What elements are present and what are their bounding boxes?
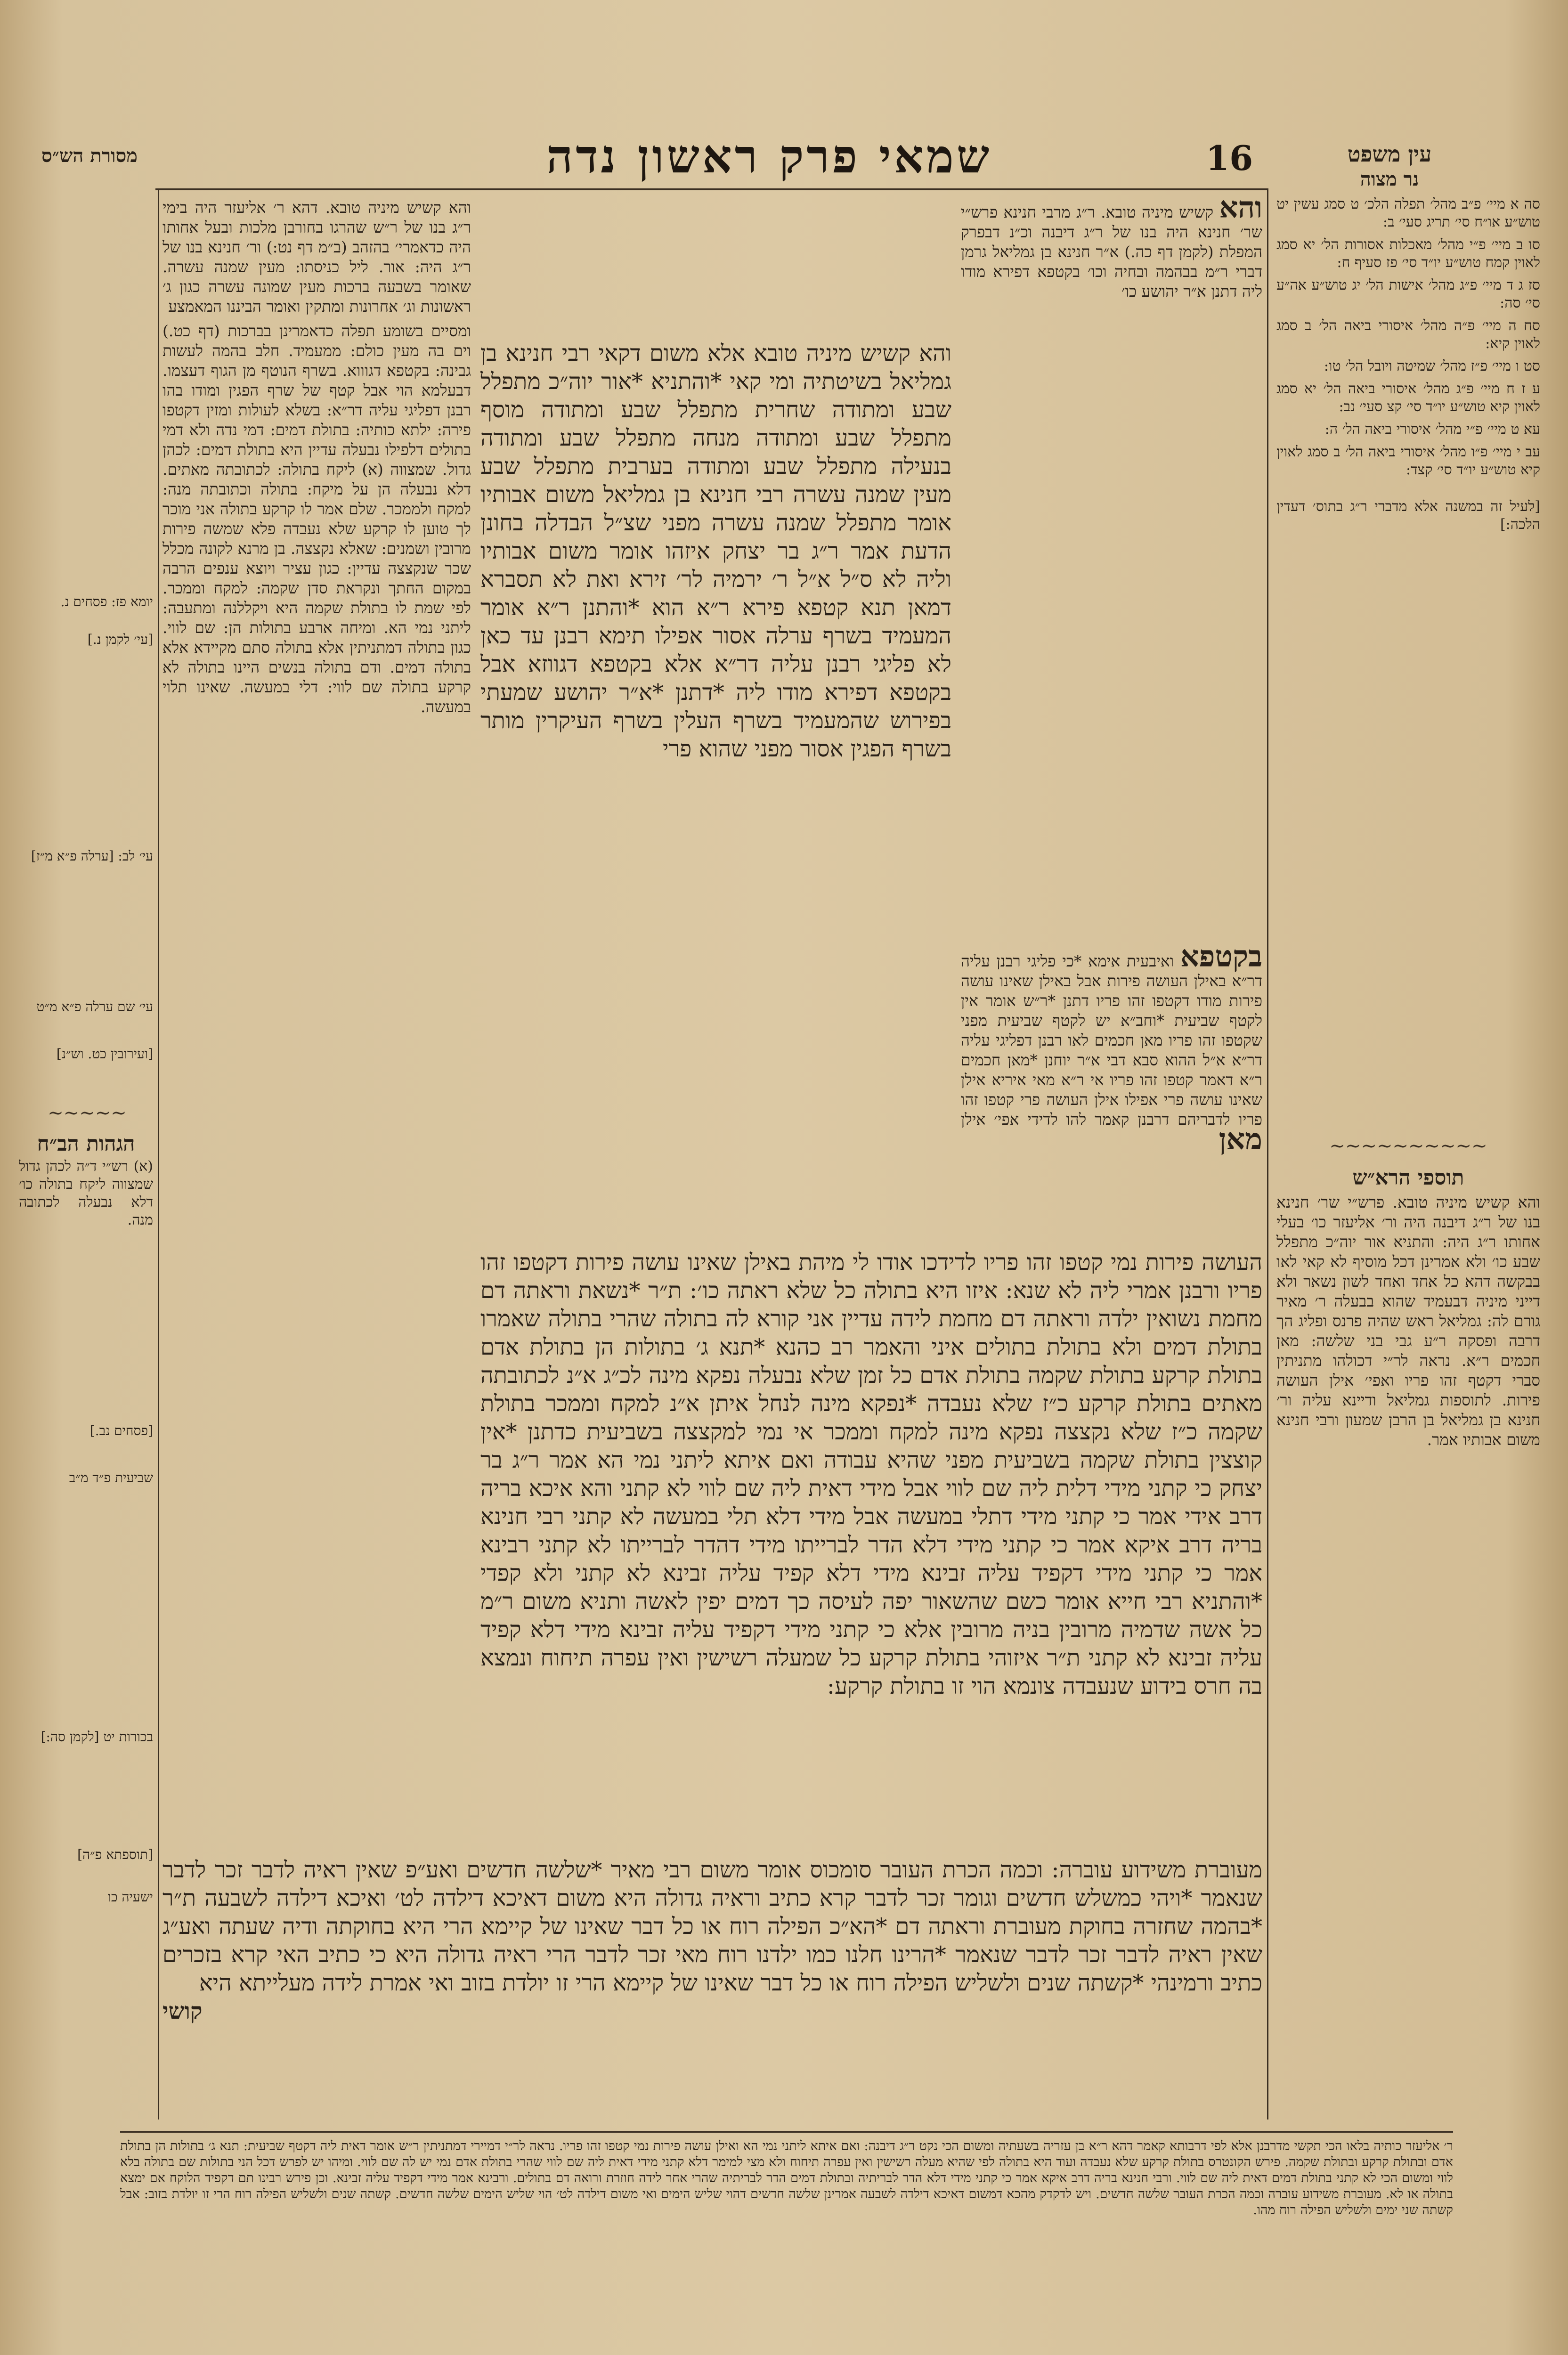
ein-mishpat-note: [לעיל זה במשנה אלא מדברי ר״ג בתוס׳ דעדין הלכה:] bbox=[1276, 498, 1540, 533]
masoret-ref: [עי׳ לקמן נ.] bbox=[87, 632, 153, 647]
ein-mishpat-column bbox=[1276, 195, 1540, 1175]
inner-right-commentary-more: בקטפא דפירא מודו ליה דתנן א״ר יהושע כו׳ bbox=[961, 262, 1262, 300]
ein-mishpat-entry: סט ו מיי׳ פ״ז מהל׳ שמיטה ויובל הל׳ טו: bbox=[1324, 358, 1540, 374]
ein-mishpat-entry: סו ב מיי׳ פ״י מהל׳ מאכלות אסורות הל׳ יא סמג לאוין קמח טוש״ע יו״ד סי׳ פז סעיף ח: bbox=[1276, 236, 1540, 271]
page-header bbox=[0, 120, 1568, 190]
inner-right-commentary-text: קשיש מיניה טובא. ר״ג מרבי חנינא פרש״י שר׳ חנינא היה בנו של ר״ג דיבנה וכ״נ דבפרק המפלת (לקמן דף כה.) א״ר חנינא בן גמליאל גרמן דברי ר״מ בבהמה ובחיה וכו׳ bbox=[961, 203, 1262, 281]
ein-mishpat-entry: עא ט מיי׳ פ״י מהל׳ איסורי ביאה הל׳ ה: bbox=[1324, 421, 1540, 438]
footnote-rule bbox=[120, 2131, 1453, 2133]
column-divider-right bbox=[1267, 188, 1268, 2120]
ein-mishpat-entry: סז ג ד מיי׳ פ״ג מהל׳ אישות הל׳ יג טוש״ע אה״ע סי׳ סה: bbox=[1276, 277, 1540, 311]
masoret-ref: ישעיה כו bbox=[107, 1889, 153, 1905]
gemara-opening-lead: והא bbox=[1219, 198, 1262, 225]
masoret-hashas-label: מסורת הש״ס bbox=[41, 145, 138, 167]
gemara-side-text: ואיבעית אימא *כי פליגי רבנן עליה דר״א באילן העושה פירות אבל באילן שאינו עושה פירות מודו דקטפו זהו פריו דתנן *ר״ש אומר אין לקטף שביעית *וחב״א יש לקטף שביעית מפני שקטפו זהו פריו מאן חכמים לאו רבנן דפליגי עליה דר״א א״ל ההוא סבא דבי א״ר יוחנן *מאן חכמים ר״א דאמר קטפו זהו פריו אי ר״א מאי איריא אילן שאינו עושה פרי אפילו אילן העושה פרי קטפו זהו פריו לדבריהם דרבנן קאמר להו לדידי אפי׳ אילן bbox=[961, 952, 1262, 1129]
gemara-lead-maan: מאן bbox=[1219, 1122, 1262, 1156]
tosafot-harosh-column bbox=[1276, 1163, 1540, 2120]
column-divider-left bbox=[158, 188, 159, 2120]
tosafot-harosh-text: והא קשיש מיניה טובא. פרש״י שר׳ חנינא בנו של ר״ג דיבנה היה ור׳ אליעזר כו׳ בעלי אחותו ר״ג היה: והתניא אור יוה״כ מתפלל שבע כו׳ ולא אמרינן דכל מוסיף לא קאי לאו בבקשה דהא כל אחד ואחד לשון נשאר ולא דייני מיניה דבעמיד שהוא בבעלה ר׳ מאיר גורם לה: גמליאל ראש שהיה פרנס ופליג הך דרבה ופסקה ר״ע גבי בני שלשה: מאן חכמים ר״א. נראה לר״י דכולהו מתניתין סברי דקטף זהו פריו ואפי׳ אילן העושה פירות. לתוספות גמליאל ודיינא עליה ור׳ חנינא בן גמליאל בן הרבן שמעון ורבי חנינא משום אבותיו אמר. bbox=[1276, 1193, 1540, 1449]
gemara-upper-text: והא קשיש מיניה טובא אלא משום דקאי רבי חנינא בן גמליאל בשיטתיה ומי קאי *והתניא *אור יוה״כ מתפלל שבע ומתודה שחרית מתפלל שבע ומתודה מוסף מתפלל שבע ומתודה מנחה מתפלל שבע ומתודה בנעילה מתפלל שבע ומתודה בערבית מתפלל שבע מעין שמנה עשרה רבי חנינא בן גמליאל משום אבותיו אומר מתפלל שמנה עשרה מפני שצ״ל הבדלה בחונן הדעת אמר ר״ג בר יצחק איזהו אומר משום אבותיו וליה לא ס״ל א״ל ר׳ ירמיה לר׳ זירא ואת לא תסברא דמאן תנא קטפא פירא ר״א הוא *והתנן ר״א אומר המעמיד בשרף ערלה אסור אפילו תימא רבנן עד כאן לא פליגי רבנן עליה דר״א אלא בקטפא דגווזא אבל בקטפא דפירא מודו ליה *דתנן *א״ר יהושע שמעתי בפירוש שהמעמיד בשרף העלין בשרף העיקרין מותר בשרף הפגין אסור מפני שהוא פרי bbox=[480, 340, 951, 762]
masoret-ref: בכורות יט [לקמן סה:] bbox=[41, 1729, 153, 1745]
masoret-ref: [ועירובין כט. וש״נ] bbox=[56, 1046, 153, 1062]
ein-mishpat-entry: עב י מיי׳ פ״ו מהל׳ איסורי ביאה הל׳ ב סמג לאוין קיא טוש״ע יו״ד סי׳ קצד: bbox=[1276, 444, 1540, 478]
inner-right-commentary bbox=[961, 198, 1262, 942]
rashi-body: ומסיים בשומע תפלה כדאמרינן בברכות (דף כט.) וים בה מעין כולם: ממעמיד. חלב בהמה לעשות גבינה: בקטפא דגוווא. בשרף הנוטף מן הגוף דעצמו. דבעלמא הוי אבל קטף של שרף הפגין ומודו בהו רבנן דפליגי עליה דר״א: בשלא לעולות ומזין דקטפו פירה: ילתא כותיה: בתולת דמים: דמי נדה ולא דמי בתולים דלפילו נבעלה עדיין היא בתולת דמים: לכהן גדול. שמצווה (א) ליקח בתולה: לכתובתה מאתים. דלא נבעלה הן על מיקח: בתולה וכתובתה מנה: למקח ולממכר. שלם אמר לו קרקע בתולה אני מוכר לך טוען לו קרקע שלא נעבדה פלא שמשה פירות מרובין ושמנים: שאלא נקצצה. בן מרנא לקונה מכלל שכר שנקצצה עדיין: כגון עציר ויוצא ענפים הרבה במקום החתך ונקראת סדן שקמה: למקח וממכר. לפי שמת לו בתולת שקמה היא ויקללנה ומתעבה: ליתני נמי הא. ומיחה ארבע בתולות הן: שם לווי. כגון בתולה דמתניתין אלא בתולה סתם מקיידא אלא בתולה דמים. ודם בתולה בנשים היינו בתולה לא קרקע בתולה שם לווי: דלי במעשה. שאינו תלוי במעשה. bbox=[162, 322, 471, 716]
tosafot-harosh-title: תוספי הרא״ש bbox=[1352, 1166, 1464, 1190]
gemara-lower-block bbox=[162, 1856, 1262, 2120]
gemara-side-block bbox=[961, 947, 1262, 1248]
masoret-ref: יומא פז: פסחים נ. bbox=[60, 594, 153, 609]
gemara-lower-text: מעוברת משידוע עוברה: וכמה הכרת העובר סומכוס אומר משום רבי מאיר *שלשה חדשים ואע״פ שאין ראיה לדבר זכר לדבר שנאמר *ויהי כמשלש חדשים וגומר זכר לדבר קרא כתיב וראיה גדולה היא משום דאיכא דילדה לט׳ ואיכא דילדה לשבעה ת״ר *בהמה שחזרה בחוקת מעוברת וראתה דם *הא״כ הפילה רוח או כל דבר שאינו של קיימא הרי היא בחוקתה ודיה שעתה ואע״ג שאין ראיה לדבר זכר לדבר שנאמר *הרינו חלנו כמו ילדנו רוח מאי זכר לדבר הרי ראיה גדולה היא כי כתיב האי קרא בזכרים כתיב ורמינהי *קשתה שנים ולשליש הפילה רוח או כל דבר שאינו של קיימא הרי זו יולדת בזוב ואי אמרת לידה מעלייתא היא bbox=[162, 1857, 1262, 1996]
ein-mishpat-label: עין משפט bbox=[1347, 141, 1432, 167]
rashi-column bbox=[162, 198, 471, 1159]
masoret-ref: עי׳ שם ערלה פ״א מ״ט bbox=[36, 999, 153, 1015]
masoret-hashas-column bbox=[19, 236, 153, 2120]
chapter-title: שמאי פרק ראשון נדה bbox=[546, 130, 992, 184]
gemara-lead-mishnah: בקטפא bbox=[1180, 947, 1262, 974]
masoret-ref: עי׳ לב: [ערלה פ״א מ״ז] bbox=[31, 848, 153, 864]
bottom-commentary bbox=[120, 2138, 1453, 2355]
page-number: 16 bbox=[1206, 138, 1253, 178]
masoret-ref: [תוספתא פ״ה] bbox=[77, 1847, 153, 1862]
gemara-wide-text: העושה פירות נמי קטפו זהו פריו לדידכו אודו לי מיהת באילן שאינו עושה פירות דקטפו זהו פריו ורבנן אמרי ליה לא שנא: איזו היא בתולה כל שלא ראתה כו׳: ת״ר *נשאת וראתה דם מחמת נשואין ילדה וראתה דם מחמת לידה עדיין אני קורא לה בתולה שהרי בתולה שאמרו בתולת דמים ולא בתולת בתולים איני והאמר רב כהנא *תנא ג׳ בתולות הן בתולת אדם בתולת קרקע בתולת שקמה בתולת אדם כל זמן שלא נבעלה נפקא מינה לכ״ג א״נ לכתובתה מאתים בתולת קרקע כ״ז שלא נעבדה *נפקא מינה לנחל איתן א״נ למקח וממכר בתולת שקמה כ״ז שלא נקצצה נפקא מינה למקח וממכר אי נמי למקצצה בשביעית כדתנן *אין קוצצין בתולת שקמה בשביעית מפני שהיא עבודה ואם איתא ליתני נמי הא אמר ר״ג בר יצחק כי קתני מידי דלית ליה שם לווי אבל מידי דאית ליה שם לווי לא קתני והא איכא בריה דרב אידי אמר כי קתני מידי דתלי במעשה אבל מידי דלא תלי במעשה לא קתני רבי חנינא בריה דרב איקא אמר כי קתני מידי דלא הדר לברייתו מידי דהדר לברייתו לא קתני רבינא אמר כי קתני מידי דקפיד עליה זבינא מידי דלא קפיד עליה זבינא לא קתני ולא קפדי *והתניא רבי חייא אומר כשם שהשאור יפה לעיסה כך דמים יפין לאשה ותניא משום ר״מ כל אשה שדמיה מרובין בניה מרובין אלא כי קתני מידי דקפיד עליה זבינא מידי דלא קפיד עליה זבינא לא קתני ת״ר איזוהי בתולת קרקע כל שמעלה רשישין ואין עפרה תיחוח ונמצא בה חרס בידוע שנעבדה צונמא הוי זו בתולת קרקע: bbox=[480, 1249, 1262, 1699]
ein-mishpat-entry: סח ה מיי׳ פ״ה מהל׳ איסורי ביאה הל׳ ב סמג לאוין קיא: bbox=[1276, 317, 1540, 352]
gemara-upper-block bbox=[480, 339, 951, 1243]
masoret-ref: שביעית פ״ד מ״ב bbox=[69, 1470, 153, 1486]
section-ornament: ~~~~~~~~~~ bbox=[1329, 1135, 1487, 1157]
gemara-wide-block bbox=[480, 1248, 1262, 1851]
section-ornament: ~~~~~ bbox=[48, 1102, 127, 1124]
ein-mishpat-entry: ע ז ח מיי׳ פ״ג מהל׳ איסורי ביאה הל׳ יא סמג לאוין קיא טוש״ע יו״ד סי׳ קצ סעי׳ נב: bbox=[1276, 381, 1540, 415]
hagahot-habach-title: הגהות הב״ח bbox=[37, 1132, 135, 1156]
ein-mishpat-entry: סה א מיי׳ פ״ב מהל׳ תפלה הלכ׳ ט סמג עשין יט טוש״ע או״ח סי׳ תריג סעי׳ ב: bbox=[1276, 196, 1540, 230]
masoret-ref: [פסחים נב.] bbox=[89, 1423, 153, 1438]
bottom-commentary-text: ר׳ אליעזר כותיה בלאו הכי תקשי מדרבנן אלא לפי דרבותא קאמר דהא ר״א בן עזריה בשעתיה ומשום הכי נקט ר״ג דיבנה: ואם איתא ליתני נמי הא ואילן עושה פירות נמי קטפו זהו פריו. נראה לר״י דמיירי דמתניתין ר״ש אומר דאית ליה דקטף שביעית: תנא ג׳ בתולות הן בתולת אדם ובתולת קרקע ובתולת שקמה. פירש הקונטרס בתולת קרקע שלא נעבדה ועוד היא בתולה לפי שהיא מעלה רשישין ואין עפרה תיחוח ולא מצי למימר דלא קתני מידי דאית ליה שם לווי שהרי בתולת אדם נמי יש לה שם לווי. ומיהו יש לפרש דכל הני בתולות שם בתולה בלא לווי ומשום הכי לא קתני בתולת דמים דאית ליה שם לווי. ורבי חנינא בריה דרב איקא אמר כי קתני מידי דלא הדר לבריתיה ובתולת דמים הדר לבריתיה שהרי אחר לידה חוזרת ורואה דם בתולים. ורבינא אמר מידי דקפיד עליה זבינא. וכן פירש רבינו תם דקפיד הלוקח אם ימצא בתולה או לא. מעוברת משידוע עוברה וכמה הכרת העובר שלשה חדשים. ויש לדקדק מהכא דמשום דאיכא דילדה לשבעה אמרינן שלשה חדשים דהוי שליש הימים ואי משום דילדה לט׳ הוי שליש הימים שלשה חדשים. קשתה שנים ולשליש הפילה רוח הרי זו יולדת בזוב: אבל קשתה שני ימים ולשליש הפילה רוח מהו. bbox=[120, 2139, 1453, 2217]
ner-mitzvah-label: נר מצוה bbox=[1360, 168, 1419, 190]
header-rule bbox=[155, 188, 1267, 190]
hagahot-habach-text: (א) רש״י ד״ה לכהן גדול שמצווה ליקח בתולה כו׳ דלא נבעלה לכתובה מנה. bbox=[19, 1158, 153, 1228]
rashi-opening: והא קשיש מיניה טובא. דהא ר׳ אליעזר היה בימי ר״ג בנו של ר״ש שהרגו בחורבן מלכות ובעל אחותו היה כדאמרי׳ בהזהב (ב״מ דף נט:) ור׳ חנינא בנו של ר״ג היה: אור. ליל כניסתו: מעין שמנה עשרה. שאומר בשבעה ברכות מעין שמונה עשרה כגון ג׳ ראשונות וג׳ אחרונות ומתקין ואומר הביננו המאמצע bbox=[162, 198, 471, 316]
catchword: קושי bbox=[162, 1998, 203, 2024]
